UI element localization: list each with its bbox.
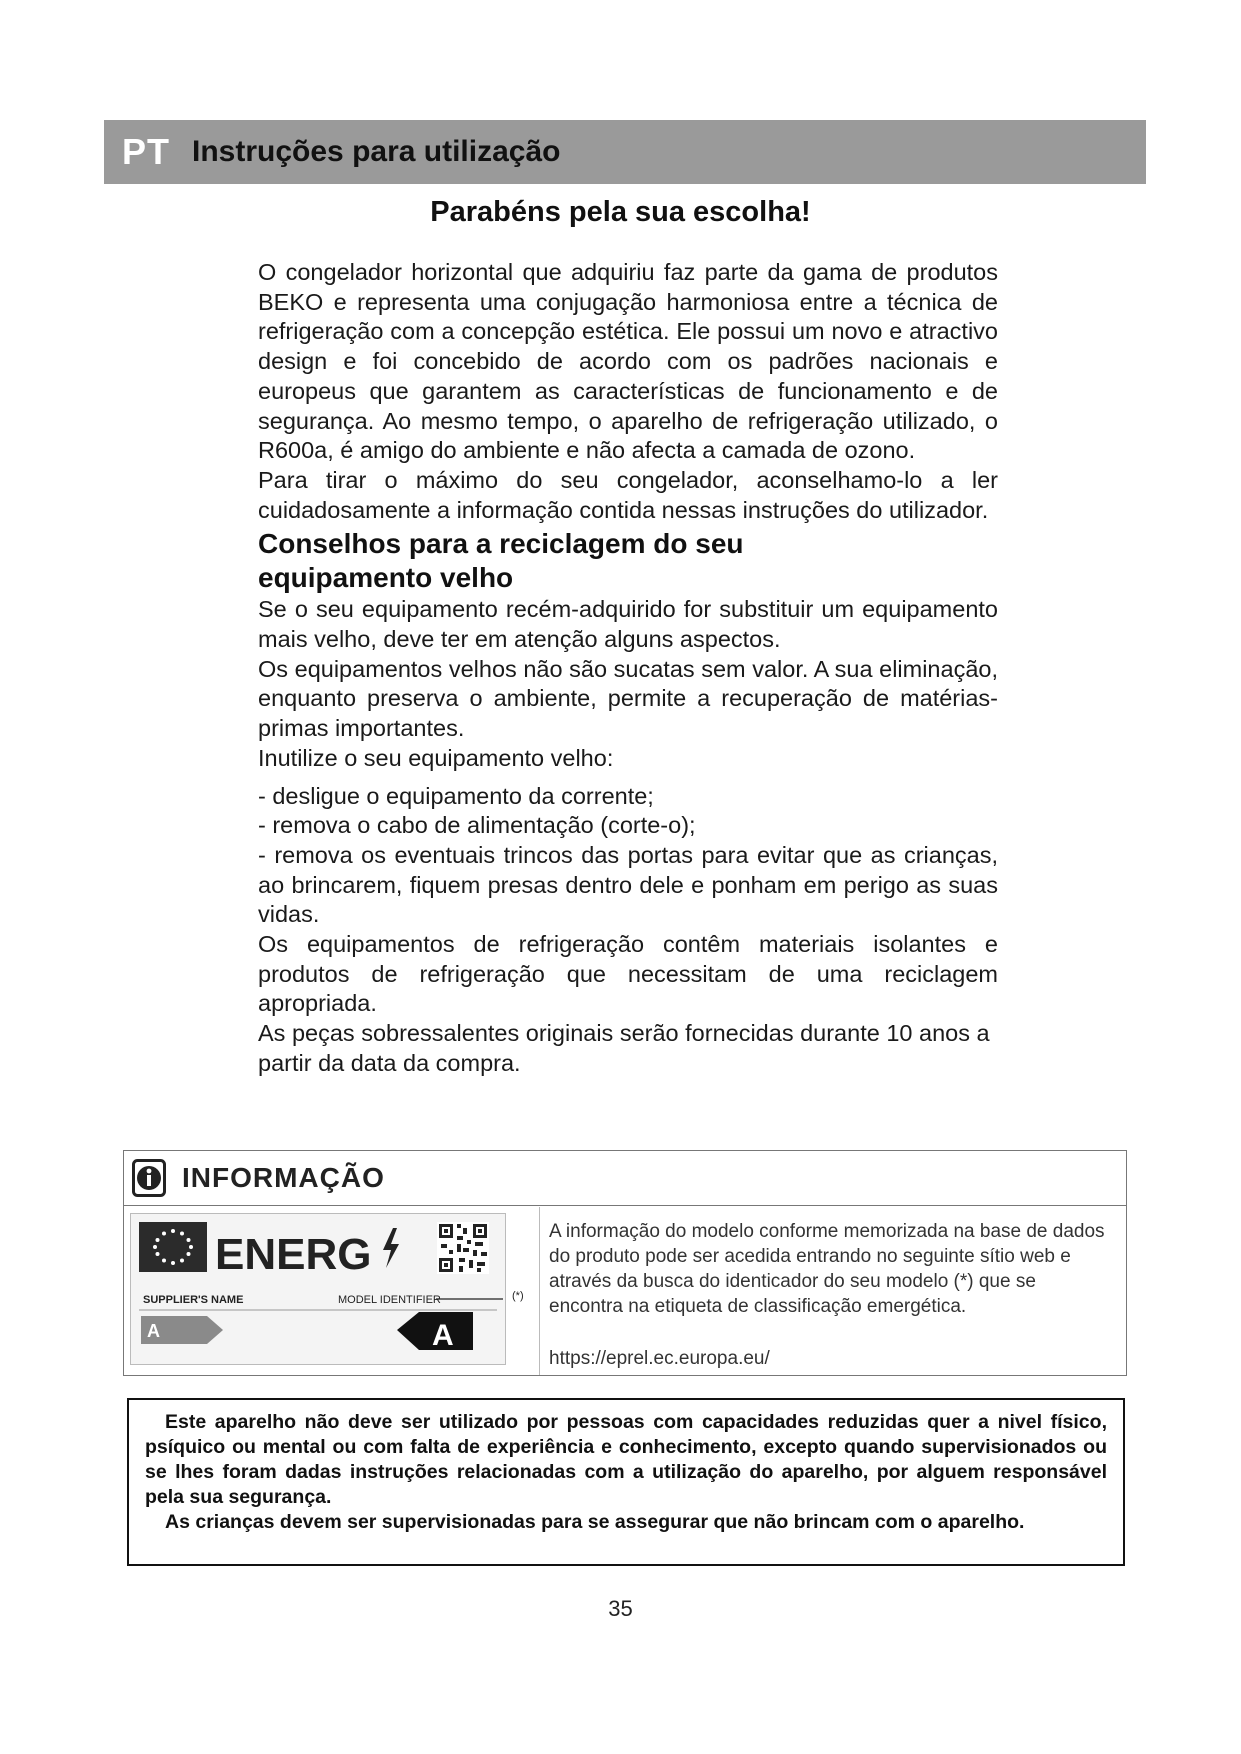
class-letter-left: A [147,1321,160,1341]
recycling-heading-line1: Conselhos para a reciclagem do seu [258,528,744,560]
intro-paragraph-2: Para tirar o máximo do seu congelador, aconselhamo-lo a ler cuidadosamente a informação contida nessas instruções do utilizador. [258,466,998,523]
qr-code-icon [437,1222,489,1274]
page-title: Parabéns pela sua escolha! [430,196,811,228]
header-title: Instruções para utilização [192,135,561,168]
information-text: A informação do modelo conforme memorizada na base de dados do produto pode ser acedida entrando no seguinte sítio web e através da busca do identicador do seu modelo (*) que se encontra na etiqueta de classificação emergética. [549,1221,1105,1317]
model-marker: (*) [512,1290,524,1302]
list-item: - remova os eventuais trincos das portas para evitar que as crianças, ao brincarem, fiquem presas dentro dele e ponham em perigo as suas vidas. [258,841,998,928]
information-title: INFORMAÇÃO [182,1162,385,1193]
list-item: - desligue o equipamento da corrente; [258,782,654,809]
info-icon [132,1159,166,1197]
energy-word: ENERG [215,1230,372,1279]
lightning-icon [383,1228,399,1268]
information-box [123,1150,1127,1376]
page-number: 35 [608,1596,633,1621]
safety-warning-box [127,1398,1125,1566]
energy-label-image [130,1213,506,1365]
recycling-list [258,782,998,931]
language-code: PT [122,131,171,172]
information-header [124,1151,1126,1206]
recycling-paragraph-5: As peças sobressalentes originais serão fornecidas durante 10 anos a partir da data da compra. [258,1020,990,1076]
warning-paragraph-1: Este aparelho não deve ser utilizado por pessoas com capacidades reduzidas quer a nivel físico, psíquico ou mental ou com falta de experiência e conhecimento, excepto quando supervisionados ou se lhes foram dadas instruções relacionadas com a utilização do aparelho, por alguem responsável pela sua segurança. [145,1411,1107,1508]
class-letter-right: A [432,1319,454,1352]
energy-label-graphic [131,1214,504,1363]
intro-paragraph-1: O congelador horizontal que adquiriu faz parte da gama de produtos BEKO e representa uma conjugação harmoniosa entre a técnica de refrigeração com a concepção estética. Ele possui um novo e atractivo design e foi concebido de acordo com os padrões nacionais e europeus que garantem as características de funcionamento e de segurança. Ao mesmo tempo, o aparelho de refrigeração utilizado, o R600a, é amigo do ambiente e não afecta a camada de ozono. [258,259,998,464]
information-divider [539,1207,540,1375]
recycling-heading [258,527,998,595]
main-content [258,258,998,1079]
recycling-heading-line2: equipamento velho [258,562,514,594]
supplier-name-label: SUPPLIER'S NAME [143,1294,244,1306]
header-bar [104,120,1146,184]
recycling-paragraph-2: Os equipamentos velhos não são sucatas sem valor. A sua eliminação, enquanto preserva o ambiente, permite a recuperação de matérias-primas importantes. [258,655,998,742]
model-identifier-label: MODEL IDENTIFIER [338,1294,441,1306]
recycling-paragraph-1: Se o seu equipamento recém-adquirido for substituir um equipamento mais velho, deve ter em atenção alguns aspectos. [258,596,998,653]
list-item: - remova o cabo de alimentação (corte-o); [258,812,696,839]
recycling-paragraph-3: Inutilize o seu equipamento velho: [258,744,614,771]
warning-paragraph-2: As crianças devem ser supervisionadas para se assegurar que não brincam com o aparelho. [165,1511,1025,1533]
eprel-link[interactable]: https://eprel.ec.europa.eu/ [549,1348,770,1369]
recycling-paragraph-4: Os equipamentos de refrigeração contêm materiais isolantes e produtos de refrigeração que necessitam de uma reciclagem apropriada. [258,931,998,1017]
